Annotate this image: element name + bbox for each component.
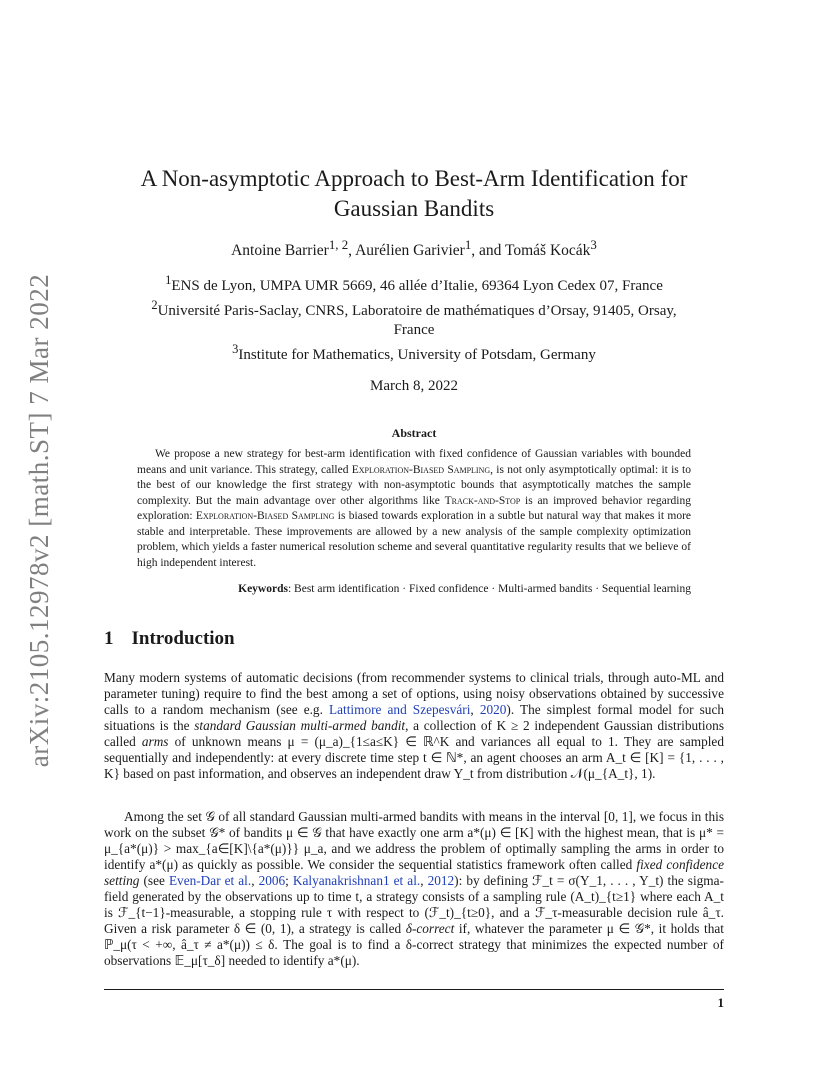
para-text: Many modern systems of automatic decisions (from recommender systems to clinical trials, through auto-ML and parameter tuning) require to find the best among a set of options, using noisy observations obtained by successive calls to a random mechanism (see e.g. (104, 670, 724, 717)
title-line-1: A Non-asymptotic Approach to Best-Arm Identification for (140, 166, 688, 191)
affiliation-1 (104, 271, 724, 296)
para-text: , (420, 873, 428, 888)
algorithm-name: Track-and-Stop (444, 494, 521, 507)
keywords-label: Keywords (238, 583, 288, 595)
emphasis: arms (141, 734, 169, 749)
page-number: 1 (717, 995, 724, 1010)
affiliation-3-text: Institute for Mathematics, University of Potsdam, Germany (238, 347, 596, 363)
abstract-body (137, 447, 691, 571)
para-text: if, whatever the parameter μ ∈ 𝒢*, it holds that ℙ_μ(τ < +∞, â_τ ≠ a*(μ)) ≤ δ. The goal is to find a δ-correct strategy that minimizes the expected number of observations 𝔼_μ[τ_δ] needed to identify a*(μ). (104, 921, 724, 968)
para-text: Among the set 𝒢 of all standard Gaussian multi-armed bandits with means in the interval [0, 1], we focus in this work on the subset 𝒢* of bandits μ ∈ 𝒢 that have exactly one arm a*(μ) ∈ [K] with the highest mean, that is μ* = μ_{a*(μ)} > max_{a∈[K]\{a*(μ)}} μ_a, and we address the problem of optimally sampling the arms in order to identify a*(μ) as quickly as possible. We consider the sequential statistics framework often called (104, 809, 724, 872)
citation-link[interactable]: Kalyanakrishnan1 et al. (292, 873, 421, 888)
affiliation-3 (104, 340, 724, 365)
section-heading (104, 628, 235, 650)
arxiv-identifier: arXiv:2105.12978v2 [math.ST] 7 Mar 2022 (24, 273, 55, 767)
affiliation-2-text: Université Paris-Saclay, CNRS, Laboratoire de mathématiques d’Orsay, 91405, Orsay, (157, 303, 677, 319)
section-number: 1 (104, 628, 114, 649)
citation-link[interactable]: Even-Dar et al. (168, 873, 252, 888)
para-text: , (470, 702, 480, 717)
footer-rule (104, 989, 724, 990)
intro-paragraph-1 (104, 670, 724, 782)
author-3: , and Tomáš Kocák (471, 242, 591, 260)
author-2-affil: 1 (464, 237, 472, 252)
title-line-2: Gaussian Bandits (333, 196, 495, 221)
citation-link[interactable]: 2012 (427, 873, 455, 888)
para-text: of unknown means μ = (μ_a)_{1≤a≤K} ∈ ℝ^K and variances all equal to 1. They are sampled sequentially and independently: at every discrete time step t ∈ ℕ*, an agent chooses an arm A_t ∈ [K] = {1, . . . , K} based on past information, and observes an independent draw Y_t from distribution 𝒩(μ_{A_t}, 1). (104, 734, 724, 781)
algorithm-name: Exploration-Biased Sampling (351, 463, 491, 476)
intro-paragraph-2 (104, 809, 724, 969)
abstract-text-1: We propose a new strategy for best-arm identification with fixed confidence of Gaussian variables with bounded means and unit variance. This strategy, called (137, 448, 691, 476)
para-text: ; (285, 873, 293, 888)
para-text: , (251, 873, 259, 888)
affiliation-1-mark: 1 (165, 273, 172, 287)
affiliation-2-cont: France (393, 322, 435, 338)
affiliation-2-mark: 2 (151, 298, 158, 312)
abstract-text-2: , is not only asymptotically optimal: it is to the best of our knowledge the first strategy with non-asymptotic bounds that asymptotically matches the sample complexity. But the main advantage over other algorithms like (137, 463, 691, 507)
para-text: , a collection of K ≥ 2 independent Gaussian distributions called (104, 718, 724, 749)
abstract-text-3: is an improved behavior regarding exploration: (137, 494, 691, 522)
emphasis: standard Gaussian multi-armed bandit (194, 718, 406, 733)
paper-title (104, 164, 724, 224)
algorithm-name: Exploration-Biased Sampling (195, 510, 335, 522)
abstract-text-4: is biased towards exploration in a subtle but natural way that makes it more stable and interpretable. These improvements are allowed by a new analysis of the sample complexity optimization problem, which yields a faster numerical resolution scheme and several quantitative regularity results that we believe of high independent interest. (137, 510, 691, 569)
affiliation-1-text: ENS de Lyon, UMPA UMR 5669, 46 allée d’Italie, 69364 Lyon Cedex 07, France (171, 278, 663, 294)
author-3-affil: 3 (590, 237, 597, 252)
para-text: (see (139, 873, 169, 888)
section-title: Introduction (131, 628, 235, 649)
keywords-text: : Best arm identification · Fixed confidence · Multi-armed bandits · Sequential learning (287, 583, 691, 595)
author-2: , Aurélien Garivier (348, 242, 465, 260)
para-text: ). The simplest formal model for such situations is the (104, 702, 725, 733)
author-1: Antoine Barrier (231, 242, 329, 260)
affiliation-3-mark: 3 (232, 342, 239, 356)
affiliations (104, 271, 724, 365)
citation-link[interactable]: 2020 (479, 702, 507, 717)
paper-date: March 8, 2022 (370, 378, 458, 394)
emphasis: fixed confidence setting (104, 857, 724, 888)
citation-link[interactable]: Lattimore and Szepesvári (329, 702, 471, 717)
author-list (104, 237, 724, 260)
affiliation-2 (104, 296, 724, 321)
emphasis: δ-correct (405, 921, 455, 936)
keywords (137, 583, 691, 595)
arxiv-sidebar (20, 270, 60, 770)
abstract-heading: Abstract (391, 426, 437, 440)
author-1-affil: 1, 2 (328, 237, 349, 252)
citation-link[interactable]: 2006 (258, 873, 286, 888)
para-text: ): by defining ℱ_t = σ(Y_1, . . . , Y_t) the sigma-field generated by the observations up to time t, a strategy consists of a sampling rule (A_t)_{t≥1} where each A_t is ℱ_{t−1}-measurable, a stopping rule τ with respect to (ℱ_t)_{t≥0}, and a ℱ_τ-measurable decision rule â_τ. Given a risk parameter δ ∈ (0, 1), a strategy is called (104, 873, 724, 936)
